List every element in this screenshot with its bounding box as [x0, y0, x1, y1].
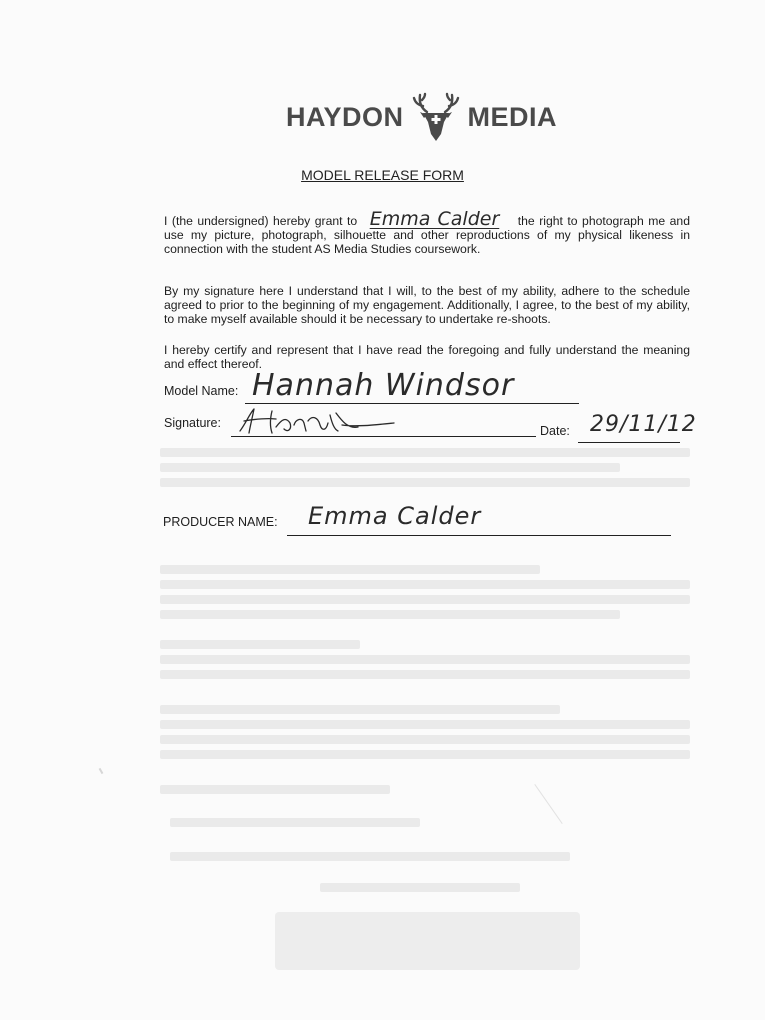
bleed-through-line: [160, 565, 540, 574]
bleed-through-line: [160, 448, 690, 457]
bleed-through-line: [170, 818, 420, 827]
bleed-through-line: [160, 705, 560, 714]
bleed-through-line: [170, 852, 570, 861]
producer-name-line: [287, 535, 671, 536]
date-line: [578, 442, 680, 443]
bleed-through-line: [160, 670, 690, 679]
brand-right: MEDIA: [467, 101, 558, 132]
company-logo: [286, 92, 557, 142]
form-title: MODEL RELEASE FORM: [301, 167, 464, 183]
date-handwritten: 29/11/12: [590, 412, 697, 437]
bleed-through-line: [160, 595, 690, 604]
bleed-through-line: [160, 655, 690, 664]
model-name-label: Model Name:: [164, 384, 239, 398]
stag-head-icon: [410, 92, 462, 142]
bleed-through-line: [320, 883, 520, 892]
producer-name-handwritten: Emma Calder: [308, 502, 482, 530]
grant-paragraph: I (the undersigned) hereby grant to Emma Calder the right to photograph me and use my picture, photograph, silhouette and other reproductions of my physical likeness in connection with the student AS Media Studies coursework.: [164, 208, 690, 256]
scan-mark: [534, 784, 562, 824]
bleed-through-line: [160, 640, 360, 649]
producer-name-label: PRODUCER NAME:: [163, 515, 278, 529]
bleed-through-line: [160, 478, 690, 487]
signature-label: Signature:: [164, 416, 221, 430]
bleed-through-line: [160, 720, 690, 729]
scan-mark: [99, 768, 104, 774]
model-name-handwritten: Hannah Windsor: [252, 368, 515, 403]
schedule-paragraph: By my signature here I understand that I will, to the best of my ability, adhere to the schedule agreed to prior to the beginning of my engagement. Additionally, I agree, to the best of my ability, to make myself available should it be necessary to undertake re-shoots.: [164, 284, 690, 326]
certification-paragraph: I hereby certify and represent that I have read the foregoing and fully understand the meaning and effect thereof.: [164, 343, 690, 371]
handwritten-signature: [232, 403, 402, 439]
bleed-through-line: [160, 610, 620, 619]
grantee-name-handwritten: Emma Calder: [369, 208, 500, 230]
brand-left: HAYDON: [286, 101, 404, 132]
bleed-through-line: [160, 463, 620, 472]
bleed-through-line: [160, 735, 690, 744]
date-label: Date:: [540, 424, 570, 438]
bleed-through-line: [160, 750, 690, 759]
bleed-through-line: [160, 580, 690, 589]
bleed-through-block: [275, 912, 580, 970]
bleed-through-line: [160, 785, 390, 794]
